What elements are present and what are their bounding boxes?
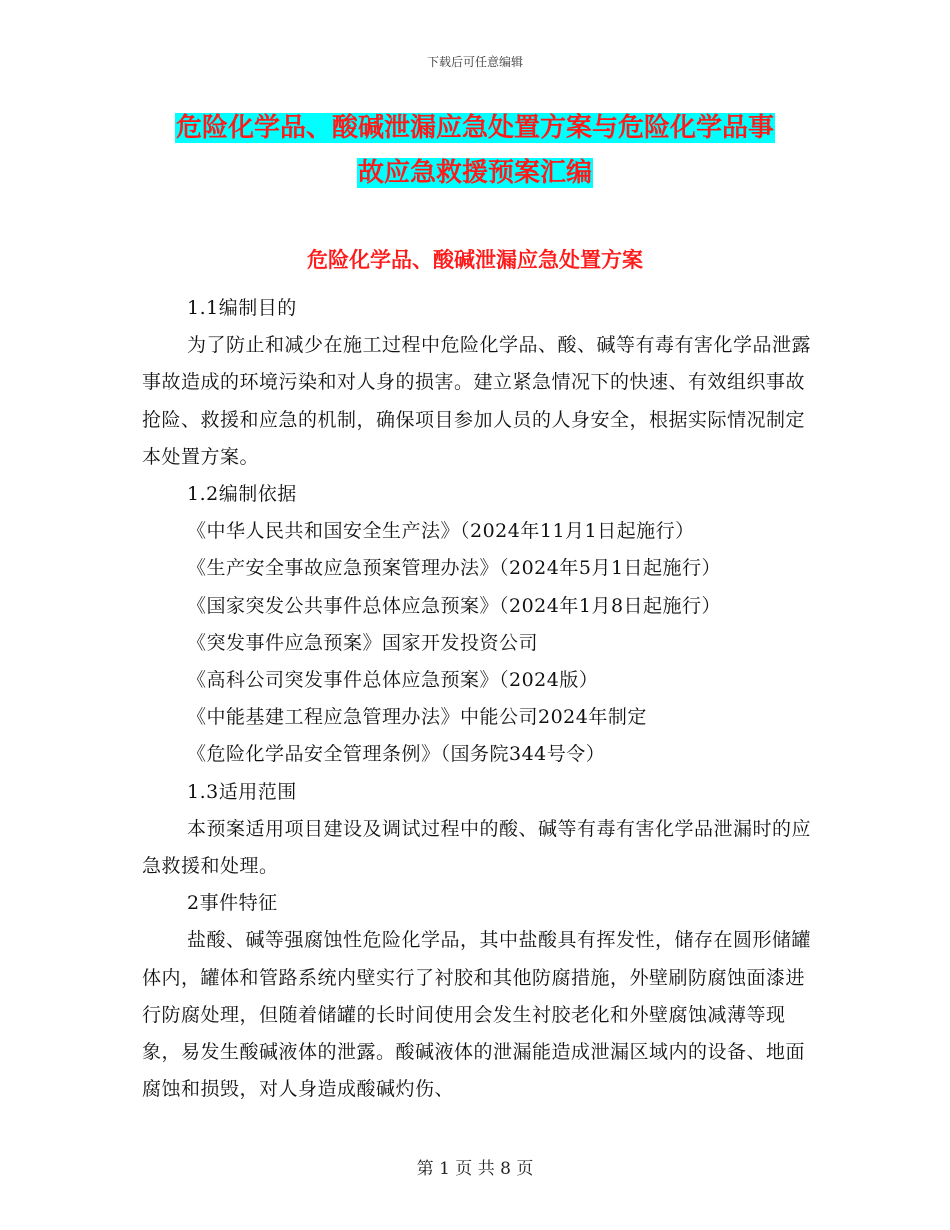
basis-item: 《中能基建工程应急管理办法》中能公司2024年制定 xyxy=(187,706,647,729)
basis-item: 《生产安全事故应急预案管理办法》（2024年5月1日起施行） xyxy=(187,557,722,580)
page-footer: 第 1 页 共 8 页 xyxy=(416,1159,534,1179)
basis-item: 《国家突发公共事件总体应急预案》（2024年1月8日起施行） xyxy=(187,594,722,617)
heading-1-2: 1.2编制依据 xyxy=(187,483,297,506)
paragraph-scope: 本预案适用项目建设及调试过程中的酸、碱等有毒有害化学品泄漏时的应急救援和处理。 xyxy=(142,817,812,878)
paragraph-features: 盐酸、碱等强腐蚀性危险化学品，其中盐酸具有挥发性，储存在圆形储罐体内，罐体和管路系统内壁实行了衬胶和其他防腐措施，外壁刷防腐蚀面漆进行防腐处理，但随着储罐的长时间使用会发生衬胶老化和外壁腐蚀减薄等现象，易发生酸碱液体的泄露。酸碱液体的泄漏能造成泄漏区域内的设备、地面腐蚀和损毁，对人身造成酸碱灼伤、 xyxy=(142,929,812,1101)
basis-item: 《突发事件应急预案》国家开发投资公司 xyxy=(187,631,539,654)
basis-item: 《危险化学品安全管理条例》（国务院344号令） xyxy=(187,743,606,766)
heading-1-3: 1.3适用范围 xyxy=(187,780,297,803)
document-title-line-1 xyxy=(0,112,950,144)
heading-2: 2事件特征 xyxy=(187,892,278,915)
page-header: 下载后可任意编辑 xyxy=(426,55,523,69)
document-title-line-2 xyxy=(0,157,950,189)
document-title-line-2-text: 故应急救援预案汇编 xyxy=(357,158,592,188)
paragraph-purpose: 为了防止和减少在施工过程中危险化学品、酸、碱等有毒有害化学品泄露事故造成的环境污染和对人身的损害。建立紧急情况下的快速、有效组织事故抢险、救援和应急的机制，确保项目参加人员的人身安全，根据实际情况制定本处置方案。 xyxy=(142,334,812,468)
document-body xyxy=(142,290,814,1108)
section-title: 危险化学品、酸碱泄漏应急处置方案 xyxy=(307,247,643,272)
heading-1-1: 1.1编制目的 xyxy=(187,297,297,319)
document-title-line-1-text: 危险化学品、酸碱泄漏应急处置方案与危险化学品事 xyxy=(175,113,774,143)
basis-item: 《中华人民共和国安全生产法》（2024年11月1日起施行） xyxy=(187,520,695,543)
basis-item: 《高科公司突发事件总体应急预案》（2024版） xyxy=(187,669,599,692)
